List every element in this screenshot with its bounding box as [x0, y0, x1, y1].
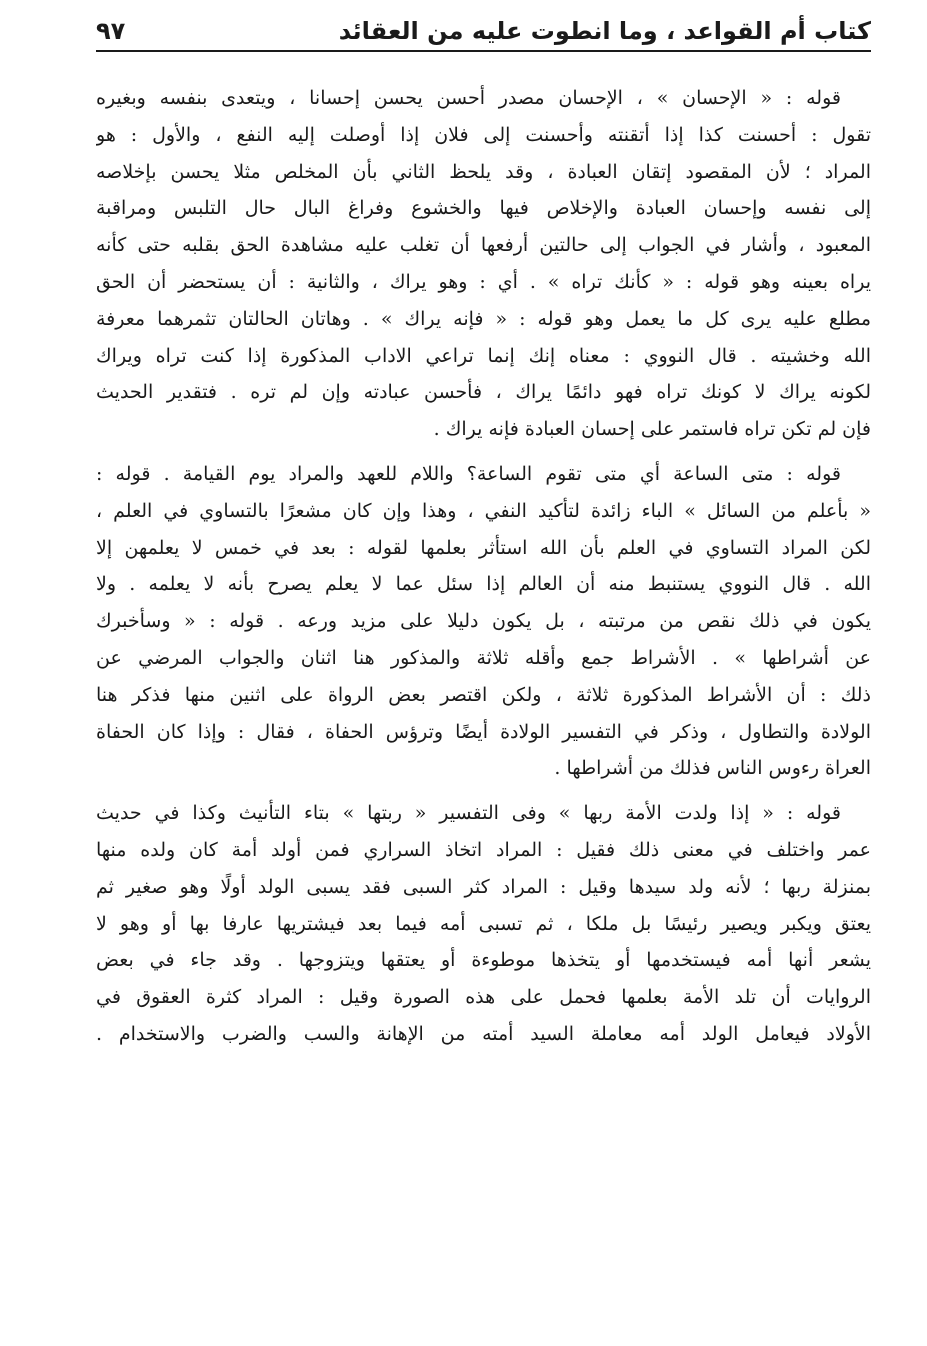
text-line: « بأعلم من السائل » الباء زائدة لتأكيد النفي ، وهذا وإن كان مشعرًا بالتساوي في العلم ،	[96, 499, 871, 522]
text-line: عن أشراطها » . الأشراط جمع وأقله ثلاثة والمذكور هنا اثنان والجواب المرضي عن	[96, 646, 871, 669]
text-line: قوله : « إذا ولدت الأمة ربها » وفى التفسير « ربتها » بتاء التأنيث وكذا في حديث	[96, 802, 841, 825]
text-line: قوله : متى الساعة أي متى تقوم الساعة؟ واللام للعهد والمراد يوم القيامة . قوله :	[96, 462, 841, 485]
text-line: لكونه يراك لا كونك تراه فهو دائمًا يراك ، فأحسن عبادته وإن لم تره . فتقدير الحديث	[96, 381, 871, 404]
text-line: الروايات أن تلد الأمة بعلمها فحمل على هذه الصورة وقيل : المراد كثرة العقوق في	[96, 986, 871, 1009]
text-line: مطلع عليه يرى كل ما يعمل وهو قوله : « فإنه يراك » . وهاتان الحالتان تثمرهما معرفة	[96, 307, 871, 330]
text-line: العراة رءوس الناس فذلك من أشراطها .	[554, 757, 871, 780]
text-line: المراد ؛ لأن المقصود إتقان العبادة ، وقد يلحظ الثاني بأن المخلص مثلا يحسن بإخلاصه	[96, 160, 871, 183]
text-line: الأولاد فيعامل الولد أمه معاملة السيد أمته من الإهانة والسب والضرب والاستخدام .	[96, 1022, 871, 1045]
text-line: ذلك : أن الأشراط المذكورة ثلاثة ، ولكن اقتصر بعض الرواة على اثنين منها فذكر هنا	[96, 683, 871, 706]
text-line: لكن المراد التساوي في العلم بأن الله استأثر بعلمها لقوله : بعد في خمس لا يعلمهن إلا	[96, 536, 871, 559]
text-line: يراه بعينه وهو قوله : « كأنك تراه » . أي : وهو يراك ، والثانية : أن يستحضر أن الحق	[96, 270, 871, 293]
text-line: المعبود ، وأشار في الجواب إلى حالتين أرفعها أن تغلب عليه مشاهدة الحق بقلبه حتى كأنه	[96, 234, 871, 257]
text-line: الولادة والتطاول ، وذكر في التفسير الولادة أيضًا وترؤس الحفاة ، فقال : وإذا كان الحفاة	[96, 720, 871, 743]
text-line: يعتق ويكبر ويصير رئيسًا بل ملكا ، ثم تسبى أمه فيما بعد فيشتريها عارفا بها أو وهو لا	[96, 912, 871, 935]
paragraph-sa-a	[96, 456, 871, 787]
paragraph-ama	[96, 795, 871, 1053]
text-line: يشعر أنها أمه فيستخدمها أو يتخذها موطوءة أو يعتقها ويتزوجها . وقد جاء في بعض	[96, 949, 871, 972]
text-line: الله . قال النووي يستنبط منه أن العالم إذا سئل عما لا يعلم يصرح بأنه لا يعلمه . ولا	[96, 573, 871, 596]
text-line: إلى نفسه وإحسان العبادة والإخلاص فيها والخشوع وفراغ البال حال التلبس ومراقبة	[96, 197, 871, 220]
page-header	[96, 14, 871, 52]
text-line: فإن لم تكن تراه فاستمر على إحسان العبادة فإنه يراك .	[433, 418, 871, 441]
text-line: تقول : أحسنت كذا إذا أتقنته وأحسنت إلى فلان إذا أوصلت إليه النفع ، والأول : هو	[96, 123, 871, 146]
text-line: بمنزلة ربها ؛ لأنه ولد سيدها وقيل : المراد كثر السبى فقد يسبى الولد أولًا وهو صغير ثم	[96, 875, 871, 898]
page-number: ٩٧	[96, 17, 126, 45]
text-line: عمر واختلف في معنى ذلك فقيل : المراد اتخاذ السراري فمن أولد أمة كان ولده منها	[96, 838, 871, 861]
book-page	[96, 14, 871, 1061]
text-line: قوله : « الإحسان » ، الإحسان مصدر أحسن يحسن إحسانا ، ويتعدى بنفسه وبغيره	[96, 87, 841, 109]
paragraph-ihsan	[96, 80, 871, 448]
text-line: الله وخشيته . قال النووي : معناه إنك إنما تراعي الاداب المذكورة إذا كنت تراه ويراك	[96, 344, 871, 367]
text-line: يكون في ذلك نقص من مرتبته ، بل يكون دليلا على مزيد ورعه . قوله : « وسأخبرك	[96, 610, 871, 633]
running-title: كتاب أم القواعد ، وما انطوت عليه من العقائد	[338, 17, 871, 45]
